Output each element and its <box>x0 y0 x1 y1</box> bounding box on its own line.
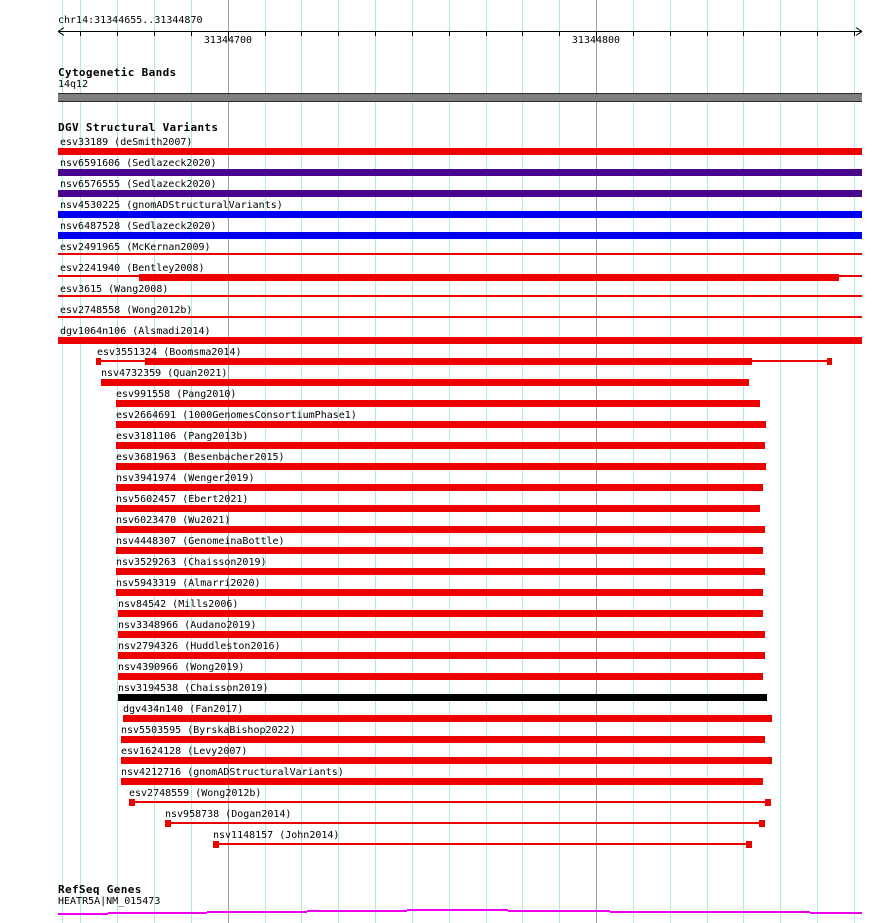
variant-bar[interactable] <box>116 547 763 554</box>
variant-row <box>0 179 890 198</box>
variant-row <box>0 725 890 744</box>
variant-label: nsv6576555 (Sedlazeck2020) <box>60 179 217 190</box>
ruler-tick <box>375 32 376 36</box>
variant-bar[interactable] <box>118 694 767 701</box>
variant-row <box>0 473 890 492</box>
variant-endpoint-marker[interactable] <box>827 358 832 365</box>
variant-row <box>0 641 890 660</box>
section-title-cytogenetic-bands: Cytogenetic Bands <box>58 66 177 79</box>
variant-row <box>0 410 890 429</box>
variant-bar[interactable] <box>58 211 862 218</box>
variant-bar[interactable] <box>58 148 862 155</box>
variant-bar[interactable] <box>58 232 862 239</box>
variant-row <box>0 494 890 513</box>
cytoband-name: 14q12 <box>58 79 89 90</box>
section-title-refseq-genes: RefSeq Genes <box>58 883 142 896</box>
variant-label: nsv2794326 (Huddleston2016) <box>118 641 281 652</box>
variant-row <box>0 242 890 261</box>
variant-label: esv2491965 (McKernan2009) <box>60 242 211 253</box>
ruler-tick <box>633 32 634 36</box>
region-title: chr14:31344655..31344870 <box>58 15 203 26</box>
variant-bar[interactable] <box>118 610 763 617</box>
variant-endpoint-marker[interactable] <box>759 820 765 827</box>
cytoband-bar[interactable] <box>58 93 862 102</box>
variant-row <box>0 662 890 681</box>
ruler-tick <box>670 32 671 36</box>
ruler-tick <box>301 32 302 36</box>
variant-span-line[interactable] <box>219 843 746 845</box>
variant-label: esv33189 (deSmith2007) <box>60 137 193 148</box>
variant-bar[interactable] <box>118 673 763 680</box>
ruler-tick-label: 31344700 <box>203 35 253 46</box>
variant-row <box>0 347 890 366</box>
variant-span-line[interactable] <box>135 801 765 803</box>
variant-label: nsv6023470 (Wu2021) <box>116 515 231 526</box>
variant-label: esv3615 (Wang2008) <box>60 284 169 295</box>
variant-row <box>0 683 890 702</box>
variant-bar[interactable] <box>116 589 763 596</box>
variant-label: esv1624128 (Levy2007) <box>121 746 248 757</box>
ruler-tick <box>80 32 81 36</box>
variant-endpoint-marker[interactable] <box>746 841 752 848</box>
variant-label: esv2748559 (Wong2012b) <box>129 788 262 799</box>
ruler-tick <box>154 32 155 36</box>
variant-label: nsv84542 (Mills2006) <box>118 599 239 610</box>
variant-bar[interactable] <box>145 358 752 365</box>
variant-span-line[interactable] <box>101 360 145 362</box>
variant-bar[interactable] <box>116 505 760 512</box>
variant-label: esv2748558 (Wong2012b) <box>60 305 193 316</box>
variant-row <box>0 431 890 450</box>
variant-span-line[interactable] <box>752 360 827 362</box>
section-title-dgv-structural-variants: DGV Structural Variants <box>58 121 219 134</box>
variant-row <box>0 515 890 534</box>
variant-bar[interactable] <box>58 169 862 176</box>
variant-label: esv2241940 (Bentley2008) <box>60 263 205 274</box>
variant-row <box>0 158 890 177</box>
ruler-tick <box>559 32 560 36</box>
ruler-tick <box>412 32 413 36</box>
variant-row <box>0 704 890 723</box>
variant-row <box>0 599 890 618</box>
variant-label: nsv958738 (Dogan2014) <box>165 809 292 820</box>
variant-bar[interactable] <box>121 778 763 785</box>
variant-span-line[interactable] <box>58 253 862 255</box>
ruler-tick <box>522 32 523 36</box>
variant-row <box>0 452 890 471</box>
variant-label: nsv3529263 (Chaisson2019) <box>116 557 267 568</box>
variant-label: esv991558 (Pang2010) <box>116 389 237 400</box>
variant-row <box>0 137 890 156</box>
variant-bar[interactable] <box>116 463 766 470</box>
variant-label: esv2664691 (1000GenomesConsortiumPhase1) <box>116 410 357 421</box>
variant-row <box>0 578 890 597</box>
ruler-tick <box>854 32 855 36</box>
variant-bar[interactable] <box>116 568 765 575</box>
ruler-tick <box>117 32 118 36</box>
ruler-tick <box>780 32 781 36</box>
variant-label: nsv5602457 (Ebert2021) <box>116 494 249 505</box>
ruler-tick <box>486 32 487 36</box>
variant-label: nsv1148157 (John2014) <box>213 830 340 841</box>
variant-row <box>0 368 890 387</box>
ruler-tick <box>743 32 744 36</box>
variant-label: nsv5943319 (Almarri2020) <box>116 578 261 589</box>
variant-label: nsv3194538 (Chaisson2019) <box>118 683 269 694</box>
variant-bar[interactable] <box>118 652 765 659</box>
variant-row <box>0 557 890 576</box>
variant-label: nsv4390966 (Wong2019) <box>118 662 245 673</box>
variant-row <box>0 389 890 408</box>
variant-row <box>0 620 890 639</box>
variant-bar[interactable] <box>116 421 766 428</box>
variant-row <box>0 767 890 786</box>
variant-row <box>0 263 890 282</box>
variant-row <box>0 536 890 555</box>
variant-row <box>0 809 890 828</box>
variant-label: nsv4530225 (gnomADStructuralVariants) <box>60 200 283 211</box>
variant-bar[interactable] <box>116 526 765 533</box>
variant-row <box>0 221 890 240</box>
variant-bar[interactable] <box>118 631 765 638</box>
variant-label: nsv6591606 (Sedlazeck2020) <box>60 158 217 169</box>
variant-bar[interactable] <box>121 736 765 743</box>
variant-span-line[interactable] <box>171 822 759 824</box>
variant-label: dgv434n140 (Fan2017) <box>123 704 244 715</box>
variant-bar[interactable] <box>116 484 763 491</box>
variant-label: nsv4212716 (gnomADStructuralVariants) <box>121 767 344 778</box>
variant-row <box>0 746 890 765</box>
gene-line-segment[interactable] <box>610 911 710 913</box>
ruler-tick <box>265 32 266 36</box>
variant-label: nsv5503595 (ByrskaBishop2022) <box>121 725 296 736</box>
variant-bar[interactable] <box>139 274 839 281</box>
gene-line-segment[interactable] <box>810 912 862 914</box>
variant-row <box>0 326 890 345</box>
variant-endpoint-marker[interactable] <box>765 799 771 806</box>
variant-label: nsv4732359 (Quan2021) <box>101 368 228 379</box>
variant-row <box>0 305 890 324</box>
variant-label: dgv1064n106 (Alsmadi2014) <box>60 326 211 337</box>
variant-span-line[interactable] <box>58 316 862 318</box>
variant-bar[interactable] <box>123 715 772 722</box>
variant-label: esv3181106 (Pang2013b) <box>116 431 249 442</box>
variant-label: nsv6487528 (Sedlazeck2020) <box>60 221 217 232</box>
gene-line-segment[interactable] <box>58 913 108 915</box>
variant-bar[interactable] <box>121 757 772 764</box>
variant-row <box>0 284 890 303</box>
gene-line-segment[interactable] <box>108 912 207 914</box>
ruler-tick-label: 31344800 <box>571 35 621 46</box>
variant-bar[interactable] <box>116 400 760 407</box>
ruler-tick <box>191 32 192 36</box>
gene-line-segment[interactable] <box>407 909 508 911</box>
variant-bar[interactable] <box>101 379 749 386</box>
variant-row <box>0 200 890 219</box>
variant-label: nsv4448307 (GenomeinaBottle) <box>116 536 285 547</box>
variant-row <box>0 788 890 807</box>
gene-line-segment[interactable] <box>710 911 810 913</box>
variant-bar[interactable] <box>58 337 862 344</box>
variant-label: esv3551324 (Boomsma2014) <box>97 347 242 358</box>
variant-label: nsv3348966 (Audano2019) <box>118 620 257 631</box>
variant-span-line[interactable] <box>58 295 862 297</box>
ruler-tick <box>817 32 818 36</box>
variant-span-line[interactable] <box>58 275 139 277</box>
gene-line-segment[interactable] <box>508 910 610 912</box>
variant-label: nsv3941974 (Wenger2019) <box>116 473 255 484</box>
variant-label: esv3681963 (Besenbacher2015) <box>116 452 285 463</box>
gene-line-segment[interactable] <box>207 911 307 913</box>
gene-name-label: HEATR5A|NM_015473 <box>58 896 161 907</box>
gene-line-segment[interactable] <box>307 910 407 912</box>
ruler-axis-line <box>58 31 862 32</box>
variant-bar[interactable] <box>116 442 765 449</box>
variant-bar[interactable] <box>58 190 862 197</box>
ruler-tick <box>707 32 708 36</box>
ruler-tick <box>449 32 450 36</box>
variant-span-line[interactable] <box>839 275 862 277</box>
variant-row <box>0 830 890 849</box>
ruler-tick <box>338 32 339 36</box>
